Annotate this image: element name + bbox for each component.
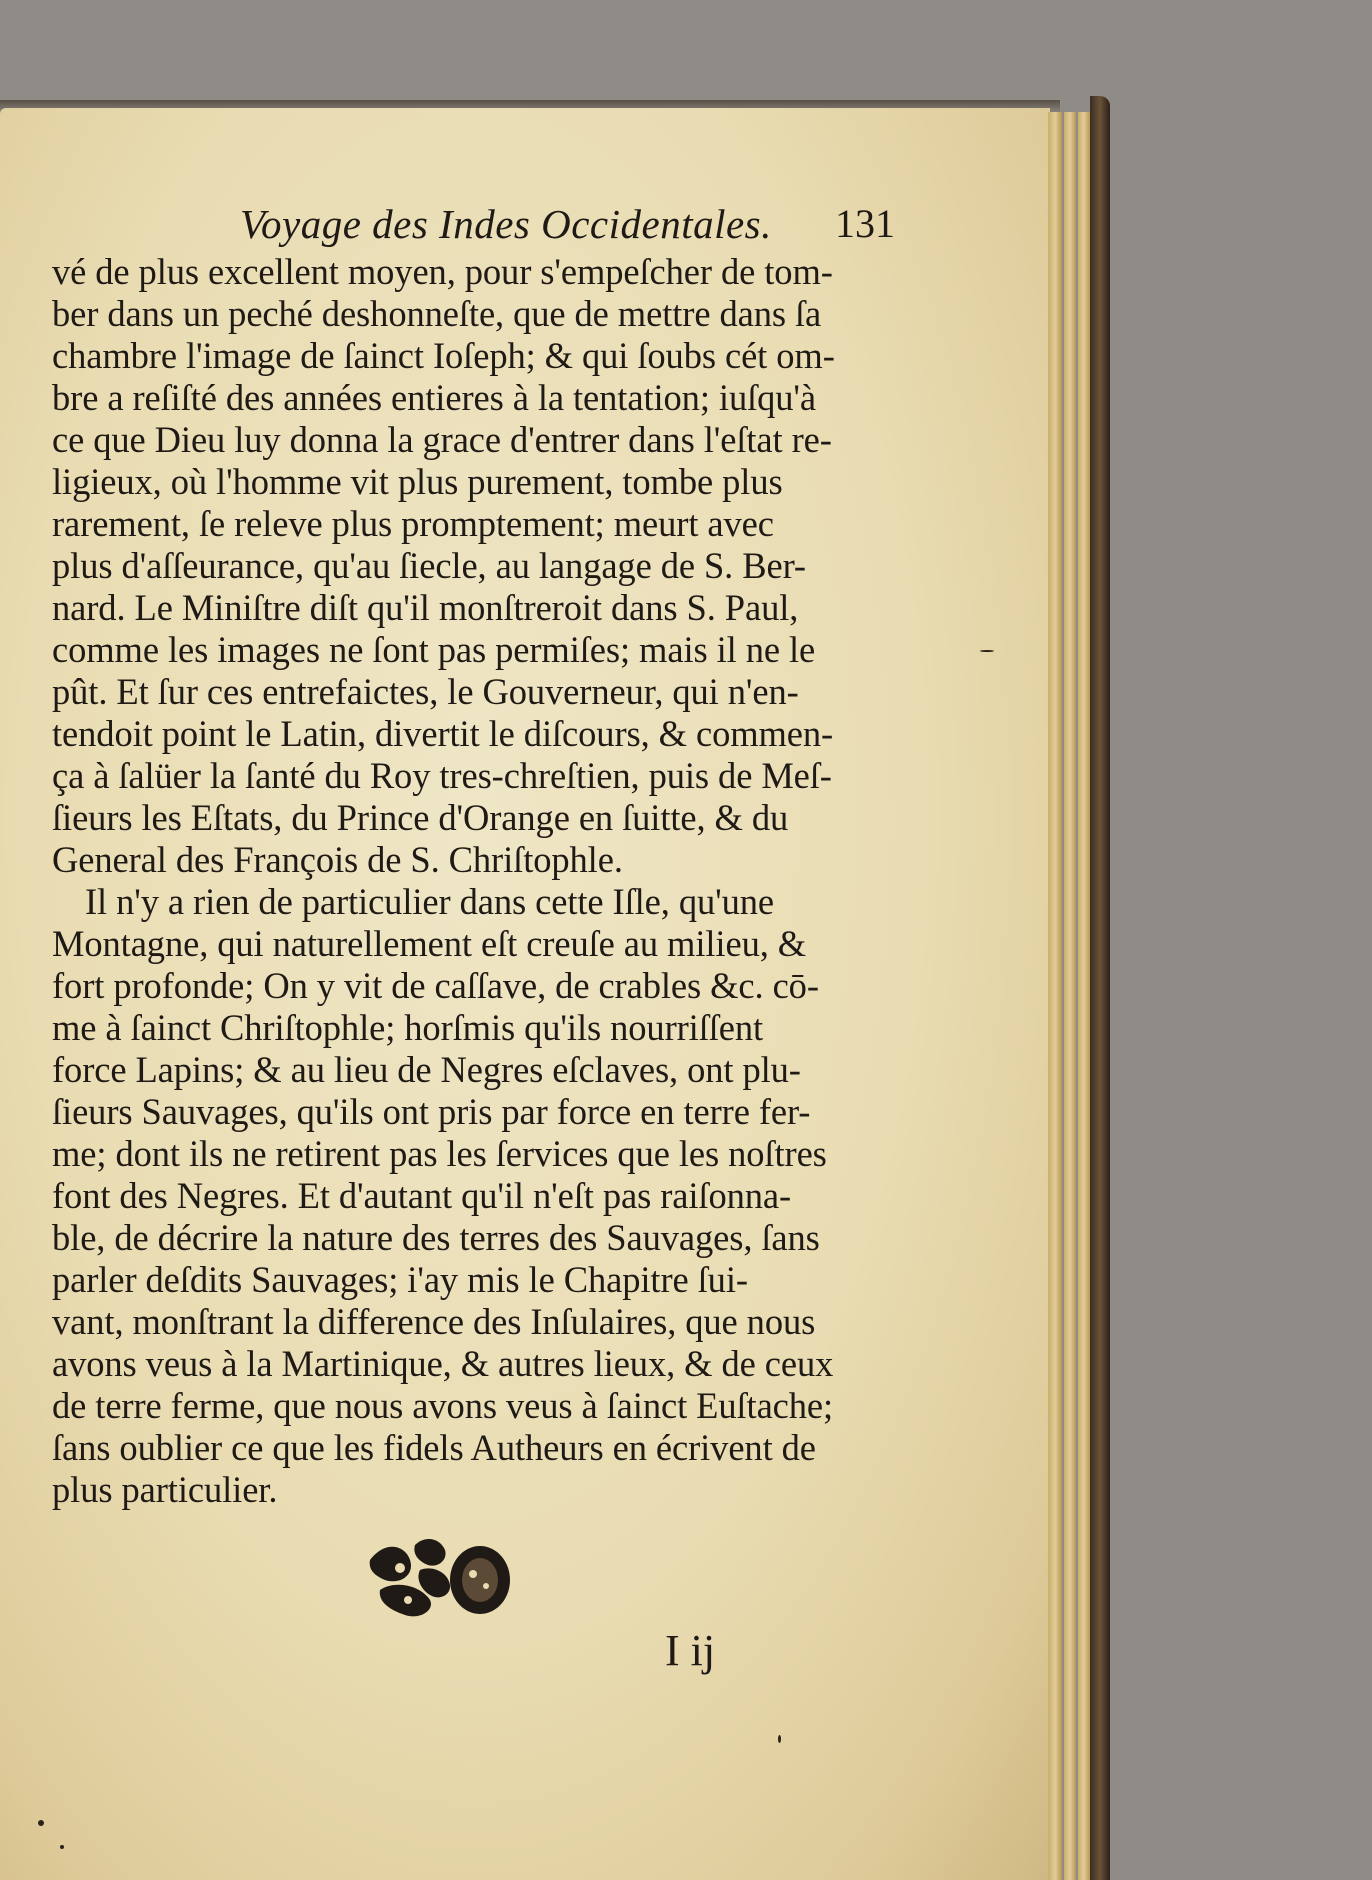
text-line: force Lapins; & au lieu de Negres eſclaves, ont plu-: [52, 1049, 801, 1090]
ink-speck: [38, 1820, 44, 1826]
text-line: chambre l'image de ſainct Ioſeph; & qui ſoubs cét om-: [52, 335, 835, 376]
text-line: ça à ſalüer la ſanté du Roy tres-chreſtien, puis de Meſ-: [52, 755, 832, 796]
text-line: me à ſainct Chriſtophle; horſmis qu'ils nourriſſent: [52, 1007, 764, 1048]
text-line: Montagne, qui naturellement eſt creuſe au milieu, &: [52, 923, 807, 964]
text-line: tendoit point le Latin, divertit le diſcours, & commen-: [52, 713, 834, 754]
text-line: fort profonde; On y vit de caſſave, de crables &c. cō-: [52, 965, 819, 1006]
text-line: font des Negres. Et d'autant qu'il n'eſt pas raiſonna-: [52, 1175, 792, 1216]
text-line: nard. Le Miniſtre diſt qu'il monſtreroit dans S. Paul,: [52, 587, 799, 628]
ink-speck: [778, 1735, 781, 1743]
page-edge-strip: [1064, 112, 1076, 1880]
text-line: ſans oublier ce que les fidels Autheurs en écrivent de: [52, 1427, 816, 1468]
text-line: ce que Dieu luy donna la grace d'entrer dans l'eſtat re-: [52, 419, 832, 460]
text-line: vé de plus excellent moyen, pour s'empeſcher de tom-: [52, 251, 833, 292]
text-line: plus d'aſſeurance, qu'au ſiecle, au langage de S. Ber-: [52, 545, 806, 586]
text-line: me; dont ils ne retirent pas les ſervices que les noſtres: [52, 1133, 827, 1174]
page-number: 131: [835, 201, 895, 246]
running-title: Voyage des Indes Occidentales.: [240, 201, 772, 247]
text-line: Il n'y a rien de particulier dans cette Iſle, qu'une: [85, 881, 774, 922]
text-line: bre a reſiſté des années entieres à la tentation; iuſqu'à: [52, 377, 817, 418]
text-line: parler deſdits Sauvages; i'ay mis le Chapitre ſui-: [52, 1259, 748, 1300]
text-line: ligieux, où l'homme vit plus purement, tombe plus: [52, 461, 783, 502]
text-line: ſieurs Sauvages, qu'ils ont pris par force en terre fer-: [52, 1091, 811, 1132]
text-line: ber dans un peché deshonneſte, que de mettre dans ſa: [52, 293, 822, 334]
page-edge-strip: [1078, 112, 1090, 1880]
text-line: de terre ferme, que nous avons veus à ſainct Euſtache;: [52, 1385, 834, 1426]
text-line: General des François de S. Chriſtophle.: [52, 839, 623, 880]
signature-mark: I ij: [665, 1626, 716, 1675]
book-spine: [1090, 96, 1110, 1880]
text-line: rarement, ſe releve plus promptement; meurt avec: [52, 503, 774, 544]
ink-speck: [60, 1845, 64, 1849]
text-line: avons veus à la Martinique, & autres lieux, & de ceux: [52, 1343, 834, 1384]
text-line: vant, monſtrant la difference des Inſulaires, que nous: [52, 1301, 816, 1342]
page-edge-strip: [1048, 112, 1062, 1880]
ink-speck: [980, 650, 994, 652]
floral-tailpiece-icon: [360, 1530, 520, 1625]
text-line: plus particulier.: [52, 1469, 278, 1510]
text-line: ſieurs les Eſtats, du Prince d'Orange en ſuitte, & du: [52, 797, 789, 838]
text-line: comme les images ne ſont pas permiſes; mais il ne le: [52, 629, 816, 670]
text-line: pût. Et ſur ces entrefaictes, le Gouverneur, qui n'en-: [52, 671, 799, 712]
text-line: ble, de décrire la nature des terres des Sauvages, ſans: [52, 1217, 820, 1258]
